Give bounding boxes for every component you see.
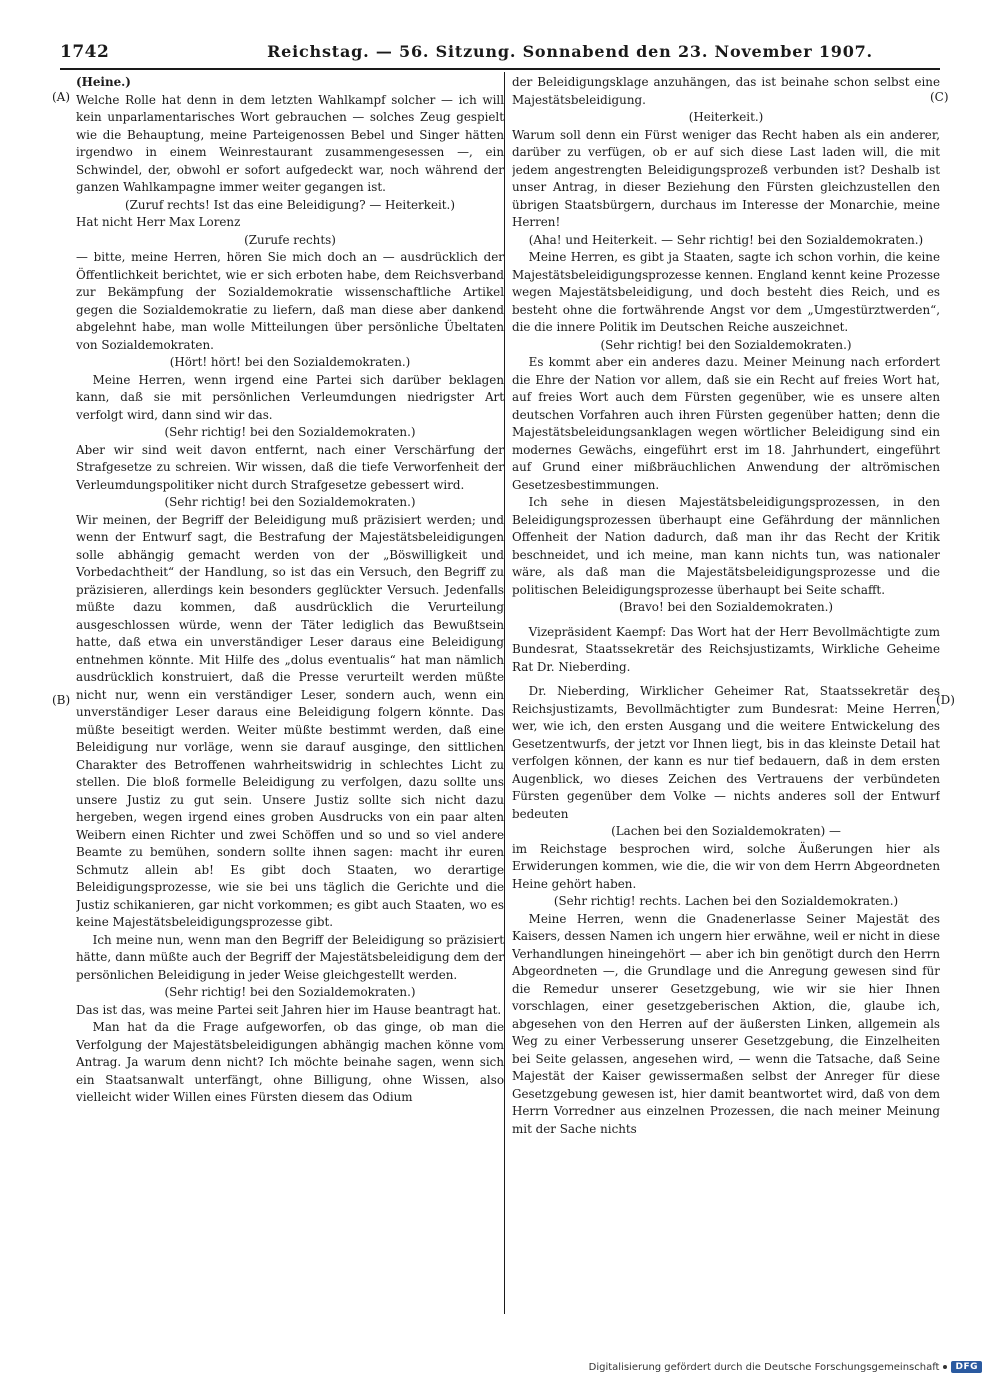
footer bbox=[589, 1361, 982, 1373]
paragraph: Meine Herren, wenn irgend eine Partei sich darüber beklagen kann, daß sie mit persönlichen Verleumdungen niedrigster Art verfolgt wird, dann sind wir das. bbox=[76, 372, 504, 422]
paragraph: im Reichstage besprochen wird, solche Äußerungen hier als Erwiderungen kommen, wie die, die wir von dem Herrn Abgeordneten Heine gehört haben. bbox=[512, 841, 940, 891]
margin-mark-a: (A) bbox=[52, 90, 71, 104]
paragraph: Meine Herren, wenn die Gnadenerlasse Seiner Majestät des Kaisers, dessen Namen ich ungern hier erwähne, weil er nicht in diese Verhandlungen hineingehört — aber ich bin genötigt durch den Herrn Abgeordneten —, die Grundlage und die Anregung gewesen sind für die Remedur unserer Gesetzgebung, wie wir sie hier Ihnen vorschlagen, einer gesetzgeberischen Aktion, die, glaube ich, abgesehen von den Herren auf der äußersten Linken, allgemein als Weg zu einer Verbesserung unserer Gesetzgebung, die Einzelheiten bei Seite gelassen, angesehen wird, — wenn die Tatsache, daß Seine Majestät der Kaiser gewissermaßen selbst der Anreger für diese Gesetzgebung gewesen ist, hier damit beantwortet wird, daß von dem Herrn Vorredner aus einzelnen Prozessen, die nach meiner Meinung mit der Sache nichts bbox=[512, 911, 940, 1136]
speaker-paragraph: Vizepräsident Kaempf: Das Wort hat der Herr Bevollmächtigte zum Bundesrat, Staatssekretär des Reichsjustizamts, Wirkliche Geheime Rat Dr. Nieberding. bbox=[512, 624, 940, 674]
interjection: (Sehr richtig! bei den Sozialdemokraten.) bbox=[164, 985, 416, 999]
interjection: (Sehr richtig! bei den Sozialdemokraten.) bbox=[164, 425, 416, 439]
page-number: 1742 bbox=[60, 42, 110, 62]
paragraph: der Beleidigungsklage anzuhängen, das ist beinahe schon selbst eine Majestätsbeleidigung. bbox=[512, 75, 940, 107]
paragraph: Das ist das, was meine Partei seit Jahren hier im Hause beantragt hat. bbox=[76, 1002, 502, 1017]
column-divider bbox=[504, 72, 505, 1314]
interjection: (Bravo! bei den Sozialdemokraten.) bbox=[618, 600, 834, 614]
margin-mark-b: (B) bbox=[52, 693, 71, 707]
paragraph: Meine Herren, es gibt ja Staaten, sagte ich schon vorhin, die keine Majestätsbeleidigungsprozesse kennen. England kennt keine Prozesse wegen Majestätsbeleidigung, und doch besteht dies Reich, und es besteht ohne die fortwährende Angst vor dem „Umgestürztwerden“, die die innere Politik im Deutschen Reiche auszeichnet. bbox=[512, 250, 940, 334]
paragraph: — bitte, meine Herren, hören Sie mich doch an — ausdrücklich der Öffentlichkeit berichtet, wie er sich erboten habe, dem Reichsverband zur Bekämpfung der Sozialdemokratie wissenschaftliche Artikel gegen die Sozialdemokratie zu liefern, daß man diese aber dankend abgelehnt habe, man wolle Mitteilungen über persönliche Übeltaten von Sozialdemokraten. bbox=[76, 250, 504, 352]
paragraph: Ich meine nun, wenn man den Begriff der Beleidigung so präzisiert hätte, dann müßte auch der Begriff der Majestätsbeleidigung dem der persönlichen Beleidigung in jeder Weise gleichgestellt werden. bbox=[76, 932, 504, 982]
interjection: (Sehr richtig! bei den Sozialdemokraten.) bbox=[164, 495, 416, 509]
header-rule bbox=[60, 68, 940, 70]
paragraph: Warum soll denn ein Fürst weniger das Recht haben als ein anderer, darüber zu verfügen, ob er auf sich diese Last laden will, die mit jedem angestrengten Beleidigungsprozeß verbunden ist? Deshalb ist unser Antrag, in dieser Beziehung den Fürsten gleichzustellen den übrigen Staatsbürgern, durchaus im Interesse der Monarchie, meine Herren! bbox=[512, 127, 940, 229]
interjection: (Lachen bei den Sozialdemokraten) — bbox=[611, 824, 841, 838]
right-column bbox=[512, 74, 940, 1312]
interjection: (Zuruf rechts! Ist das eine Beleidigung? — Heiterkeit.) bbox=[125, 197, 455, 212]
paragraph: Aber wir sind weit davon entfernt, nach einer Verschärfung der Strafgesetze zu schreien. Wir wissen, daß die tiefe Verworfenheit der Verleumdungspolitiker nicht durch Strafgesetze gebessert wird. bbox=[76, 442, 504, 492]
dfg-logo: DFG bbox=[951, 1361, 982, 1373]
speaker-paragraph: Dr. Nieberding, Wirklicher Geheimer Rat, Staatssekretär des Reichsjustizamts, Bevollmächtigter zum Bundesrat: Meine Herren, wer, wie ich, den ersten Ausgang und die weitere Entwickelung des Gesetzentwurfs, der jetzt vor Ihnen liegt, bis in das kleinste Detail hat verfolgen können, der kann es nur tief bedauern, daß in dem ersten Augenblick, wo dieses Zeichen des Vertrauens der verbündeten Fürsten gegenüber dem Volke — nichts anderes soll der Entwurf bedeuten bbox=[512, 684, 940, 821]
interjection: (Zurufe rechts) bbox=[244, 232, 336, 247]
interjection: (Sehr richtig! bei den Sozialdemokraten.) bbox=[600, 337, 852, 352]
paragraph: Welche Rolle hat denn in dem letzten Wahlkampf solcher — ich will kein unparlamentarisches Wort gebrauchen — solches Zeug gespielt wie die Behauptung, meine Parteigenossen Bebel und Singer hätten irgendwo in einem Weinrestaurant zusammengesessen —, ein Schwindel, der, obwohl er sofort aufgedeckt war, noch während der ganzen Wahlkampagne immer weiter gegangen ist. bbox=[76, 92, 504, 194]
interjection: (Aha! und Heiterkeit. — Sehr richtig! bei den Sozialdemokraten.) bbox=[528, 232, 924, 247]
interjection: (Sehr richtig! rechts. Lachen bei den Sozialdemokraten.) bbox=[553, 894, 899, 908]
speaker-tag: (Heine.) bbox=[76, 75, 131, 89]
running-head: Reichstag. — 56. Sitzung. Sonnabend den 23. November 1907. bbox=[267, 42, 873, 61]
interjection: (Hört! hört! bei den Sozialdemokraten.) bbox=[169, 355, 411, 369]
paragraph: Man hat da die Frage aufgeworfen, ob das ginge, ob man die Verfolgung der Majestätsbeleidigungen abhängig machen könne vom Antrag. Ja warum denn nicht? Ich möchte beinahe sagen, wenn sich ein Staatsanwalt unterfängt, ohne Billigung, ohne Wissen, also vielleicht wider Willen eines Fürsten diesem das Odium bbox=[76, 1020, 504, 1104]
paragraph: Hat nicht Herr Max Lorenz bbox=[76, 215, 241, 229]
funding-note: Digitalisierung gefördert durch die Deutsche Forschungsgemeinschaft bbox=[588, 1361, 940, 1373]
margin-mark-c: (C) bbox=[930, 90, 949, 104]
paragraph: Es kommt aber ein anderes dazu. Meiner Meinung nach erfordert die Ehre der Nation vor allem, daß sie ein Recht auf freies Wort hat, auf freies Wort auch dem Fürsten gegenüber, wie es unsere alten deutschen Vorfahren auch ihren Fürsten gegenüber hatten; denn die Majestätsbeleidungsanklagen wegen wörtlicher Beleidigung sind ein modernes Gewächs, eingeführt erst im 18. Jahrhundert, eingeführt auf Grund einer mißbräuchlichen Anwendung der altrömischen Gesetzesbestimmungen. bbox=[512, 355, 940, 492]
margin-mark-d: (D) bbox=[936, 693, 955, 707]
interjection: (Heiterkeit.) bbox=[688, 110, 764, 124]
paragraph: Ich sehe in diesen Majestätsbeleidigungsprozessen, in den Beleidigungsprozessen überhaupt eine Gefährdung der männlichen Offenheit der Nation dadurch, daß man ihr das Recht der Kritik beschneidet, und ich meine, man kann nichts tun, was nationaler wäre, als daß man die Majestätsbeleidigungsprozesse und die politischen Beleidigungsprozesse überhaupt bei Seite schafft. bbox=[512, 495, 940, 597]
page-header bbox=[60, 40, 940, 68]
left-column bbox=[76, 74, 504, 1312]
bullet-icon bbox=[943, 1365, 947, 1369]
paragraph: Wir meinen, der Begriff der Beleidigung muß präzisiert werden; und wenn der Entwurf sagt, die Bestrafung der Majestätsbeleidigungen solle abhängig gemacht werden von der „Böswilligkeit und Vorbedachtheit“ der Handlung, so ist das ein Versuch, den Begriff zu präzisieren, allerdings kein besonders geglückter Versuch. Jedenfalls müßte dazu kommen, daß ausdrücklich die Verurteilung ausgeschlossen würde, wenn der Täter lediglich das Bewußtsein hatte, daß etwa ein unverständiger Leser daraus eine Beleidigung entnehmen könnte. Mit Hilfe des „dolus eventualis“ hat man nämlich ausdrücklich konstruiert, daß die Presse verurteilt werden müßte nicht nur, wenn ein verständiger Leser, sondern auch, wenn ein unverständiger Leser daraus eine Beleidigung folgern könnte. Das müßte beseitigt werden. Weiter müßte bestimmt werden, daß eine Beleidigung nur vorläge, wenn sie darauf ausginge, den sittlichen Charakter des Betroffenen wahrheitswidrig in schlechtes Licht zu stellen. Die bloß formelle Beleidigung zu verfolgen, dazu sollte uns unsere Justiz zu gut sein. Unsere Justiz sollte sich nicht dazu hergeben, wegen irgend eines groben Ausdrucks von ein paar alten Weibern einen Richter und zwei Schöffen und so und so viel andere Beamte zu bemühen, sondern sollte ihnen sagen: macht ihr euren Schmutz allein ab! Es gibt doch Staaten, wo derartige Beleidigungsprozesse, wie sie bei uns täglich die Gerichte und die Justiz schikanieren, gar nicht vorkommen; es gibt auch Staaten, wo es keine Majestätsbeleidigungsprozesse gibt. bbox=[76, 512, 504, 929]
